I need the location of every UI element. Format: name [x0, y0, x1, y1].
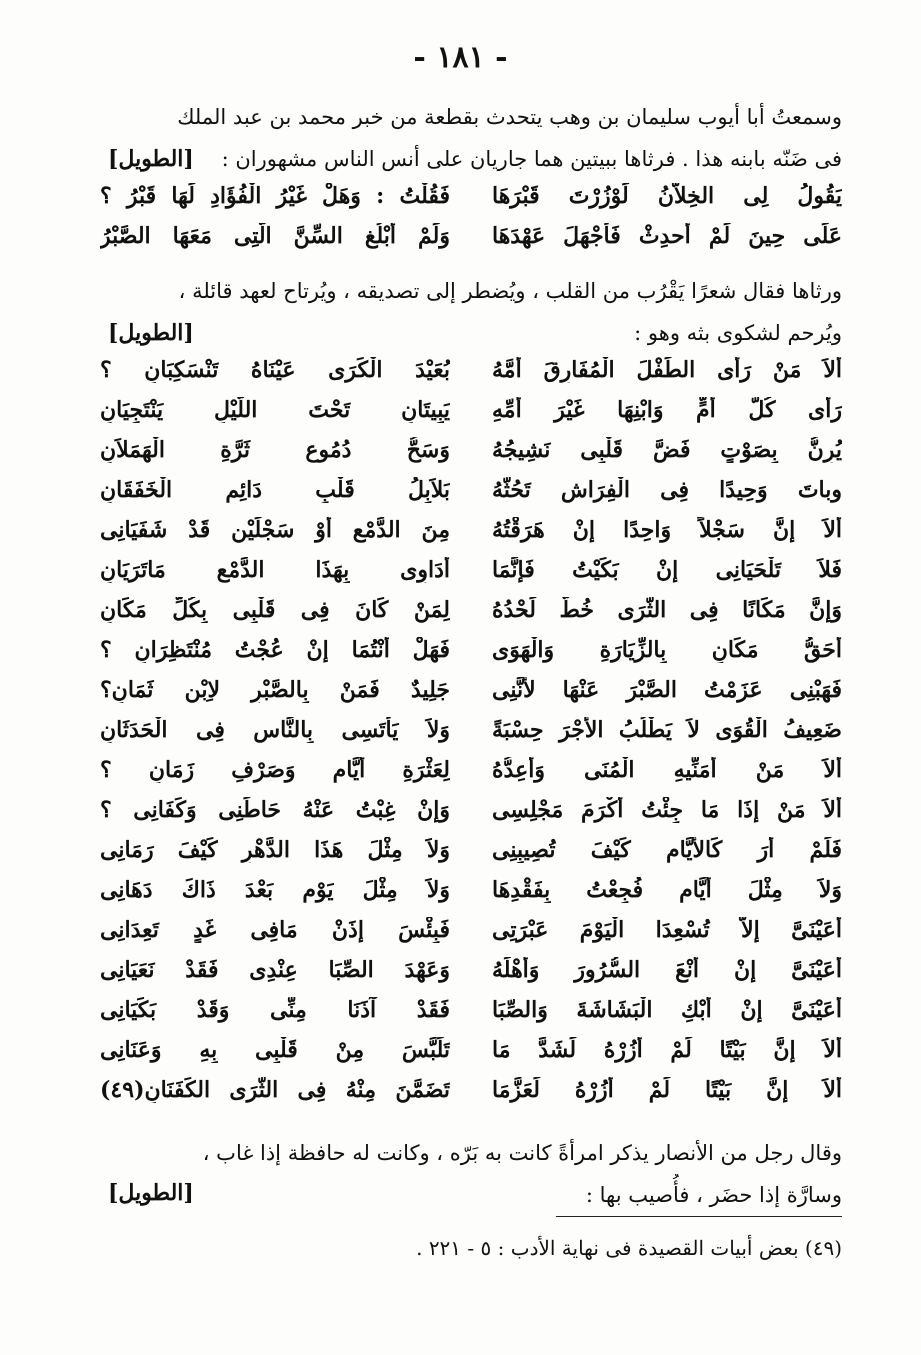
intro-line-1: وسمعتُ أبا أيوب سليمان بن وهب يتحدث بقطعة من خبر محمد بن عبد الملك — [177, 105, 842, 129]
verse-first-hemistich: فَلَمْ أَرَ كَالأَيَّامِ كَيْفَ تُصِيبِنِى — [492, 837, 842, 863]
verse-first-hemistich: أَعَيْنَىَّ إِنْ أَبْكِ الْبَشَاشَةَ وَالصِّبَا — [492, 997, 842, 1023]
verse — [100, 216, 842, 256]
page-number: - ١٨١ - — [413, 40, 508, 75]
verse — [100, 670, 842, 710]
verse-first-hemistich: وباتَ وَحِيدًا فِى الْفِرَاشِ تَحُثُّهُ — [492, 477, 842, 503]
meter-label-1: [الطويل] — [108, 146, 194, 172]
verse-first-hemistich: أَلاَ مَنْ أُمَنِّيهِ الْمُنَى وَأُعِدُّهُ — [492, 757, 842, 783]
verse-second-hemistich: مِنَ الدَّمْعِ أَوْ سَجْلَيْنِ قَدْ شَفَيَانِى — [100, 517, 450, 543]
verse — [100, 430, 842, 470]
mid-line-2: ويُرحم لشكوى بثه وهو : — [634, 321, 842, 345]
verse — [100, 510, 842, 550]
poem-2 — [100, 350, 842, 1110]
verse — [100, 750, 842, 790]
verse-first-hemistich: فَلاَ تَلْحَيَانِى إِنْ بَكَيْتُ فَإِنَّمَا — [492, 557, 842, 583]
verse-second-hemistich: فَقُلْتُ : وَهَلْ غَيْرُ الْفُؤَادِ لَهَا قَبْرُ ؟ — [100, 183, 450, 209]
verse-second-hemistich: وَعَهْدَ الصِّبَا عِنْدِى فَقَدْ نَعَيَانِى — [100, 957, 450, 983]
verse — [100, 470, 842, 510]
verse-second-hemistich: لِمَنْ كَانَ فِى قَلْبِى بِكُلِّ مَكَانِ — [100, 597, 450, 623]
verse-second-hemistich: فَبِئْسَ إِذَنْ مَافِى غَدٍ تَعِدَانِى — [100, 917, 450, 943]
verse — [100, 350, 842, 390]
verse-first-hemistich: أَلاَ مَنْ إِذَا مَا جِئْتُ أَكْرَمَ مَجْلِسِى — [492, 797, 842, 823]
verse-second-hemistich: تَلَبَّسَ مِنْ قَلْبِى بِهِ وَعَنَانِى — [100, 1037, 450, 1063]
verse-second-hemistich: لِعَثْرَةِ أَيَّامٍ وَصَرْفِ زَمَانِ ؟ — [100, 757, 450, 783]
meter-label-2: [الطويل] — [108, 320, 194, 346]
verse — [100, 910, 842, 950]
verse-first-hemistich: وَلاَ مِثْلَ أَيَّامٍ فُجِعْتُ بِفَقْدِهَا — [492, 877, 842, 903]
verse — [100, 710, 842, 750]
closing-paragraph — [100, 1132, 842, 1216]
verse-second-hemistich: أُدَاوِى بِهَذَا الدَّمْعِ مَاتَرَيَانِ — [100, 557, 450, 583]
verse-first-hemistich: أَلاَ مَنْ رَأَى الطِّفْلَ الْمُفَارِقَ أُمَّهُ — [492, 357, 842, 383]
mid-paragraph — [100, 270, 842, 354]
verse — [100, 870, 842, 910]
verse-second-hemistich: فَقَدْ آذَنَا مِنِّى وَقَدْ بَكَيَانِى — [100, 997, 450, 1023]
verse — [100, 590, 842, 630]
verse — [100, 830, 842, 870]
verse-first-hemistich: يُرِنُّ بِصَوْتٍ فَضَّ قَلْبِى نَشِيجُهُ — [492, 437, 842, 463]
verse — [100, 550, 842, 590]
verse-second-hemistich: وَلَمْ أَبْلُغِ السِّنَّ الَّتِى مَعَهَا الصَّبْرُ — [100, 223, 450, 249]
verse-second-hemistich: وَلاَ مِثْلَ يَوْمٍ بَعْدَ ذَاكَ دَهَانِى — [100, 877, 450, 903]
closing-line-2: وسارَّة إذا حضَر ، فأُصيب بها : — [585, 1183, 842, 1207]
verse — [100, 790, 842, 830]
verse — [100, 1030, 842, 1070]
footnote-divider — [556, 1216, 842, 1217]
verse — [100, 950, 842, 990]
verse-second-hemistich: وَلاَ يَأْتَسِى بِالنَّاسِ فِى الْحَدَثَانِ — [100, 717, 450, 743]
verse-first-hemistich: أَلاَ إِنَّ بَيْتًا لَمْ أَزُرْهُ لَعَزَّمَا — [492, 1077, 842, 1103]
verse-second-hemistich: وَسَحُّ دُمُوعٍ ثَرَّةِ الْهَمَلاَنِ — [100, 437, 450, 463]
verse-first-hemistich: أَعَيْنَىَّ إِنْ أَنْعَ السُّرُورَ وَأَهْلَهُ — [492, 957, 842, 983]
verse — [100, 176, 842, 216]
verse-first-hemistich: رَأَى كُلَّ أُمٍّ وَابْنِهَا غَيْرَ أُمِّهِ — [492, 397, 842, 423]
poem-1 — [100, 176, 842, 256]
intro-paragraph — [100, 96, 842, 180]
intro-line-2: فى ضَنّه بابنه هذا . فرثاها ببيتين هما جاريان على أنس الناس مشهوران : — [221, 147, 842, 171]
verse — [100, 1070, 842, 1110]
verse-first-hemistich: أَعَيْنَىَّ إِلاَّ تُسْعِدَا الْيَوْمَ عَبْرَتِى — [492, 917, 842, 943]
mid-line-1: ورثاها فقال شعرًا يَقْرُب من القلب ، ويُضطر إلى تصديقه ، ويُرتاح لعهد قائلة ، — [178, 279, 842, 303]
verse-first-hemistich: وَإِنَّ مَكَانًا فِى الثَّرَى خُطَّ لَحْدُهُ — [492, 597, 842, 623]
verse-second-hemistich: وَإِنْ غِبْتُ عَنْهُ حَاطَنِى وَكَفَانِى ؟ — [100, 797, 450, 823]
verse-second-hemistich: تَضَمَّنَ مِنْهُ فِى الثَّرَى الكَفَنَانِ(٤٩) — [100, 1077, 450, 1103]
verse-first-hemistich: ضَعِيفُ الْقُوَى لاَ يَطْلُبُ الأَجْرَ حِسْبَةً — [492, 717, 842, 743]
verse-second-hemistich: بَلاَبِلُ قَلْبٍ دَائِمِ الْخَفَقَانِ — [100, 477, 450, 503]
verse-second-hemistich: بُعَيْدَ الْكَرَى عَيْنَاهُ تَنْسَكِبَانِ ؟ — [100, 357, 450, 383]
verse — [100, 390, 842, 430]
verse — [100, 990, 842, 1030]
verse-first-hemistich: عَلَى حِينَ لَمْ أُحدِثْ فَأَجْهَلَ عَهْدَهَا — [492, 223, 842, 249]
verse-first-hemistich: أَحَقُّ مَكَانٍ بِالزِّيَارَةِ وَالْهَوَى — [492, 637, 842, 663]
verse-first-hemistich: أَلاَ إِنَّ بَيْتًا لَمْ أَزُرْهُ لَشَدَّ مَا — [492, 1037, 842, 1063]
closing-line-1: وقال رجل من الأنصار يذكر امرأةً كانت به بَرّه ، وكانت له حافظة إذا غاب ، — [202, 1141, 842, 1165]
verse-second-hemistich: فَهَلْ أَنْتُمَا إِنْ عُجْتُ مُنْتَظِرَانِ ؟ — [100, 637, 450, 663]
verse-second-hemistich: جَلِيدٌ فَمَنْ بِالصَّبْرِ لاِبْنِ ثَمَانِ؟ — [100, 677, 450, 703]
footnote: (٤٩) بعض أبيات القصيدة فى نهاية الأدب : ٥ - ٢٢١ . — [416, 1236, 842, 1260]
verse-first-hemistich: أَلاَ إِنَّ سَجْلاً وَاحِدًا إِنْ هَرَقْتُهُ — [492, 517, 842, 543]
verse-first-hemistich: يَقُولُ لِى الخِلاّنُ لَوْزُرْتَ قَبْرَهَا — [492, 183, 842, 209]
verse-second-hemistich: وَلاَ مِثْلَ هَذَا الدَّهْرِ كَيْفَ رَمَانِى — [100, 837, 450, 863]
meter-label-3: [الطويل] — [108, 1180, 194, 1206]
verse-second-hemistich: يَبِيتَانِ تَحْتَ اللَّيْلِ يَنْتَجِيَانِ — [100, 397, 450, 423]
verse-first-hemistich: فَهَبْنِى عَزَمْتُ الصَّبْرَ عَنْهَا لأَنَّنِى — [492, 677, 842, 703]
verse — [100, 630, 842, 670]
